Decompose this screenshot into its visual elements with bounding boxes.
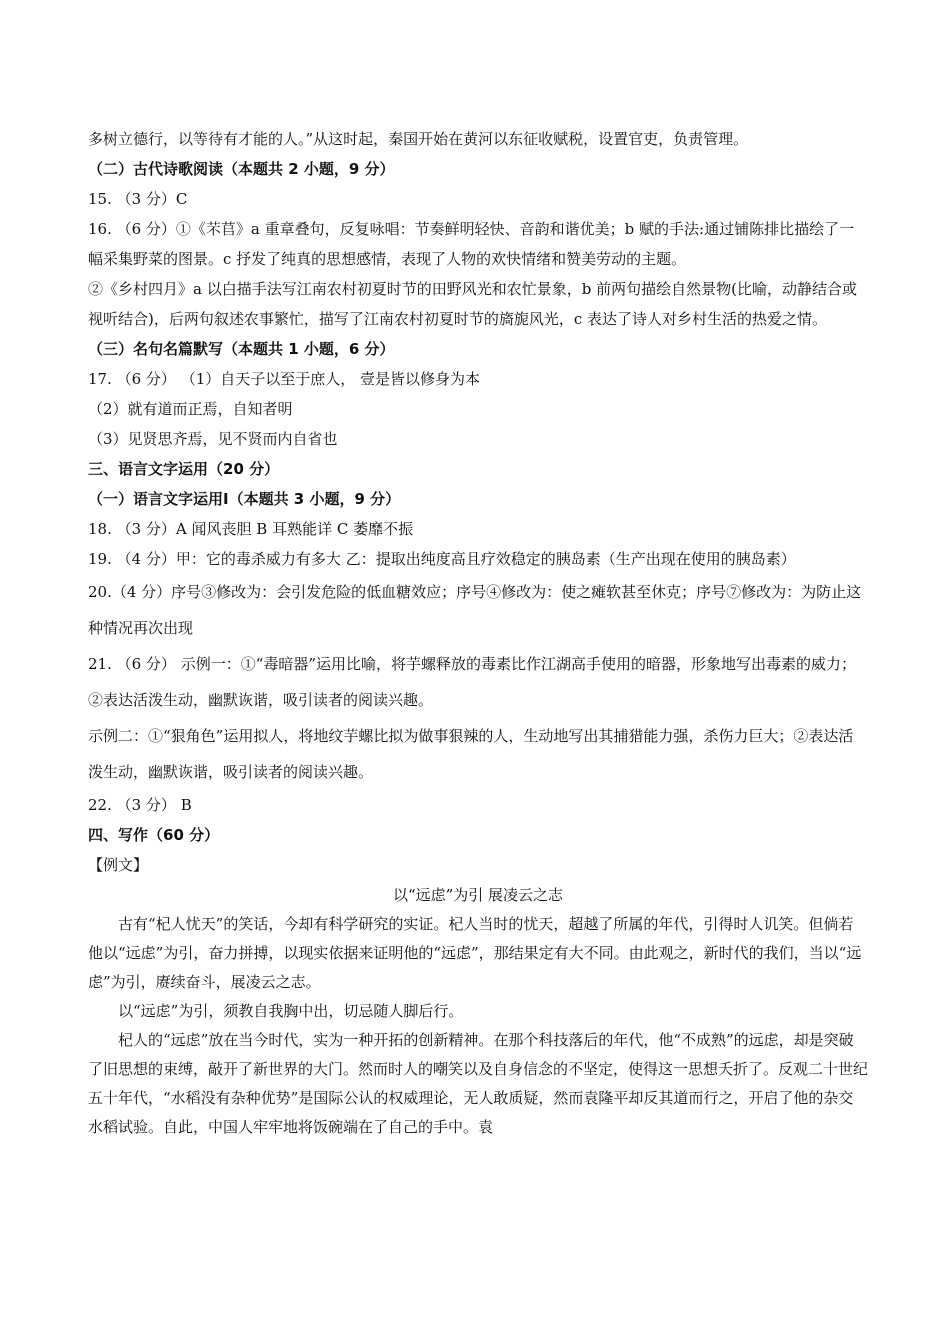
document-page	[88, 124, 868, 1142]
text-line: 多树立德行，以等待有才能的人。”从这时起，秦国开始在黄河以东征收赋税，设置官吏，负责管理。	[88, 130, 749, 148]
essay-paragraph: 杞人的“远虑”放在当今时代，实为一种开拓的创新精神。在那个科技落后的年代，他“不成熟”的远虑，却是突破了旧思想的束缚，敲开了新世界的大门。然而时人的嘲笑以及自身信念的不坚定，使得这一思想夭折了。反观二十世纪五十年代，“水稻没有杂种优势”是国际公认的权威理论，无人敢质疑，然而袁隆平却反其道而行之，开启了他的杂交水稻试验。自此，中国人牢牢地将饭碗端在了自己的手中。袁	[88, 1031, 869, 1136]
essay-paragraph: 古有“杞人忧天”的笑话，今却有科学研究的实证。杞人当时的忧天，超越了所属的年代，引得时人讥笑。但倘若他以“远虑”为引，奋力拼搏，以现实依据来证明他的“远虑”，那结果定有大不同。由此观之，新时代的我们，当以“远虑”为引，赓续奋斗，展凌云之志。	[88, 915, 862, 991]
answer-15: 15. （3 分）C	[88, 190, 188, 208]
answer-21-example1: 21. （6 分） 示例一：①“毒暗器”运用比喻，将芋螺释放的毒素比作江湖高手使用的暗器，形象地写出毒素的威力；②表达活泼生动，幽默诙谐，吸引读者的阅读兴趣。	[88, 655, 857, 709]
section-heading: 三、语言文字运用（20 分）	[88, 460, 280, 478]
answer-17-line2: （2）就有道而正焉，自知者明	[88, 400, 293, 418]
essay-paragraph: 以“远虑”为引，须教自我胸中出，切忌随人脚后行。	[118, 1002, 464, 1020]
answer-21-example2: 示例二：①“狠角色”运用拟人，将地纹芋螺比拟为做事狠辣的人，生动地写出其捕猎能力强，杀伤力巨大；②表达活泼生动，幽默诙谐，吸引读者的阅读兴趣。	[88, 727, 854, 781]
answer-17-line3: （3）见贤思齐焉，见不贤而内自省也	[88, 430, 338, 448]
answer-17: 17. （6 分） （1）自天子以至于庶人， 壹是皆以修身为本	[88, 370, 481, 388]
section-heading: 四、写作（60 分）	[88, 826, 220, 844]
section-heading: （二）古代诗歌阅读（本题共 2 小题，9 分）	[88, 160, 395, 178]
section-heading: （三）名句名篇默写（本题共 1 小题，6 分）	[88, 340, 395, 358]
answer-20: 20.（4 分）序号③修改为：会引发危险的低血糖效应；序号④修改为：使之瘫软甚至休克；序号⑦修改为：为防止这种情况再次出现	[88, 583, 862, 637]
section-heading: （一）语言文字运用Ⅰ（本题共 3 小题，9 分）	[88, 490, 401, 508]
answer-22: 22. （3 分） B	[88, 796, 192, 814]
answer-16-part2: ②《乡村四月》a 以白描手法写江南农村初夏时节的田野风光和农忙景象，b 前两句描绘自然景物(比喻，动静结合或视听结合)，后两句叙述农事繁忙，描写了江南农村初夏时节的旖旎风光，c 表达了诗人对乡村生活的热爱之情。	[88, 280, 857, 328]
answer-18: 18. （3 分）A 闻风丧胆 B 耳熟能详 C 萎靡不振	[88, 520, 414, 538]
example-label: 【例文】	[88, 856, 149, 874]
answer-16-part1: 16. （6 分）①《芣苢》a 重章叠句，反复咏唱：节奏鲜明轻快、音韵和谐优美；b 赋的手法:通过铺陈排比描绘了一幅采集野菜的图景。c 抒发了纯真的思想感情，表现了人物的欢快情绪和赞美劳动的主题。	[88, 220, 855, 268]
answer-19: 19. （4 分）甲：它的毒杀威力有多大 乙：提取出纯度高且疗效稳定的胰岛素（生产出现在使用的胰岛素）	[88, 550, 796, 568]
essay-title: 以“远虑”为引 展凌云之志	[392, 886, 564, 904]
